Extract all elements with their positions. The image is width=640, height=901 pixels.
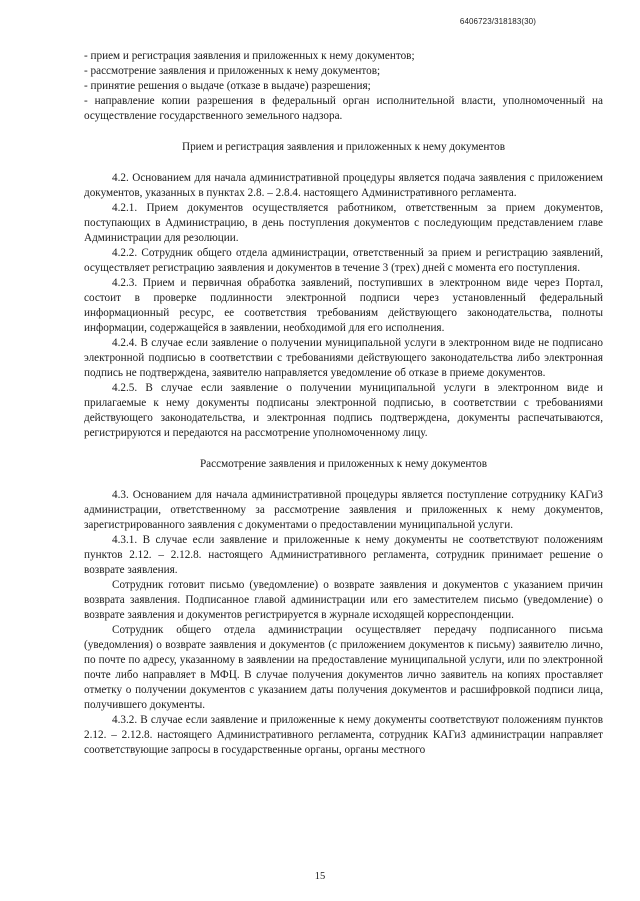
paragraph: 4.2.3. Прием и первичная обработка заявлений, поступивших в электронном виде через Портал, состоит в проверке подлинности электронной подписи через установленный федеральный информационный ресурс, ее соответствия требованиям действующего законодательства, полноты информации, содержащейся в заявлении, необходимой для его исполнения. <box>84 277 603 334</box>
list-item: - направление копии разрешения в федеральный орган исполнительной власти, уполномоченный на осуществление государственного земельного надзора. <box>84 95 603 122</box>
list-item: - принятие решения о выдаче (отказе в выдаче) разрешения; <box>84 80 371 92</box>
section-heading: Рассмотрение заявления и приложенных к нему документов <box>199 458 488 470</box>
page-number: 15 <box>314 871 326 882</box>
paragraph: 4.3.2. В случае если заявление и приложенные к нему документы соответствуют положениям пунктов 2.12. – 2.12.8. настоящего Административного регламента, сотрудник КАГиЗ администрации направляет соответствующие запросы в государственные органы, органы местного <box>84 714 603 756</box>
paragraph: Сотрудник готовит письмо (уведомление) о возврате заявления и документов с указанием причин возврата заявления. Подписанное главой администрации или его заместителем письмо (уведомление) о возврате заявления и документов регистрируется в журнале исходящей корреспонденции. <box>84 579 603 621</box>
list-item: - рассмотрение заявления и приложенных к нему документов; <box>84 65 381 77</box>
paragraph: 4.2.4. В случае если заявление о получении муниципальной услуги в электронном виде не подписано электронной подписью в соответствии с требованиями действующего законодательства либо электронная подпись не подтверждена, заявителю направляется уведомление об отказе в приеме документов. <box>84 337 603 379</box>
paragraph: Сотрудник общего отдела администрации осуществляет передачу подписанного письма (уведомления) о возврате заявления и документов (с приложением документов к письму) заявителю лично, по почте по адресу, указанному в заявлении на предоставление муниципальной услуги, или по электронной почте либо направляет в МФЦ. В случае получения документов лично заявитель на копиях проставляет отметку о получении документов с указанием даты получения документов и расшифровкой подписи лица, получившего документы. <box>84 624 603 711</box>
paragraph: 4.2.2. Сотрудник общего отдела администрации, ответственный за прием и регистрацию заявлений, осуществляет регистрацию заявления и документов в течение 3 (трех) дней с момента его поступления. <box>84 247 603 274</box>
section-heading: Прием и регистрация заявления и приложенных к нему документов <box>181 141 505 153</box>
paragraph: 4.3. Основанием для начала административной процедуры является поступление сотруднику КАГиЗ администрации, ответственному за рассмотрение заявления и приложенных к нему документов, зарегистрированного заявления с документами о предоставлении муниципальной услуги. <box>84 489 603 531</box>
paragraph: 4.2.1. Прием документов осуществляется работником, ответственным за прием документов, поступающих в Администрацию, в день поступления документов с последующим представлением главе Администрации для резолюции. <box>84 202 603 244</box>
paragraph: 4.2.5. В случае если заявление о получении муниципальной услуги в электронном виде и прилагаемые к нему документы подписаны электронной подписью, в соответствии с требованиями действующего законодательства, и электронная подпись подтверждена, документы распечатываются, регистрируются и передаются на рассмотрение уполномоченному лицу. <box>84 382 603 439</box>
list-item: - прием и регистрация заявления и приложенных к нему документов; <box>84 50 415 62</box>
document-id: 6406723/318183(30) <box>459 17 536 26</box>
document-body <box>84 49 603 758</box>
paragraph: 4.2. Основанием для начала административной процедуры является подача заявления с приложением документов, указанных в пунктах 2.8. – 2.8.4. настоящего Административного регламента. <box>84 172 603 199</box>
paragraph: 4.3.1. В случае если заявление и приложенные к нему документы не соответствуют положениям пунктов 2.12. – 2.12.8. настоящего Административного регламента, сотрудник принимает решение о возврате заявления. <box>84 534 603 576</box>
